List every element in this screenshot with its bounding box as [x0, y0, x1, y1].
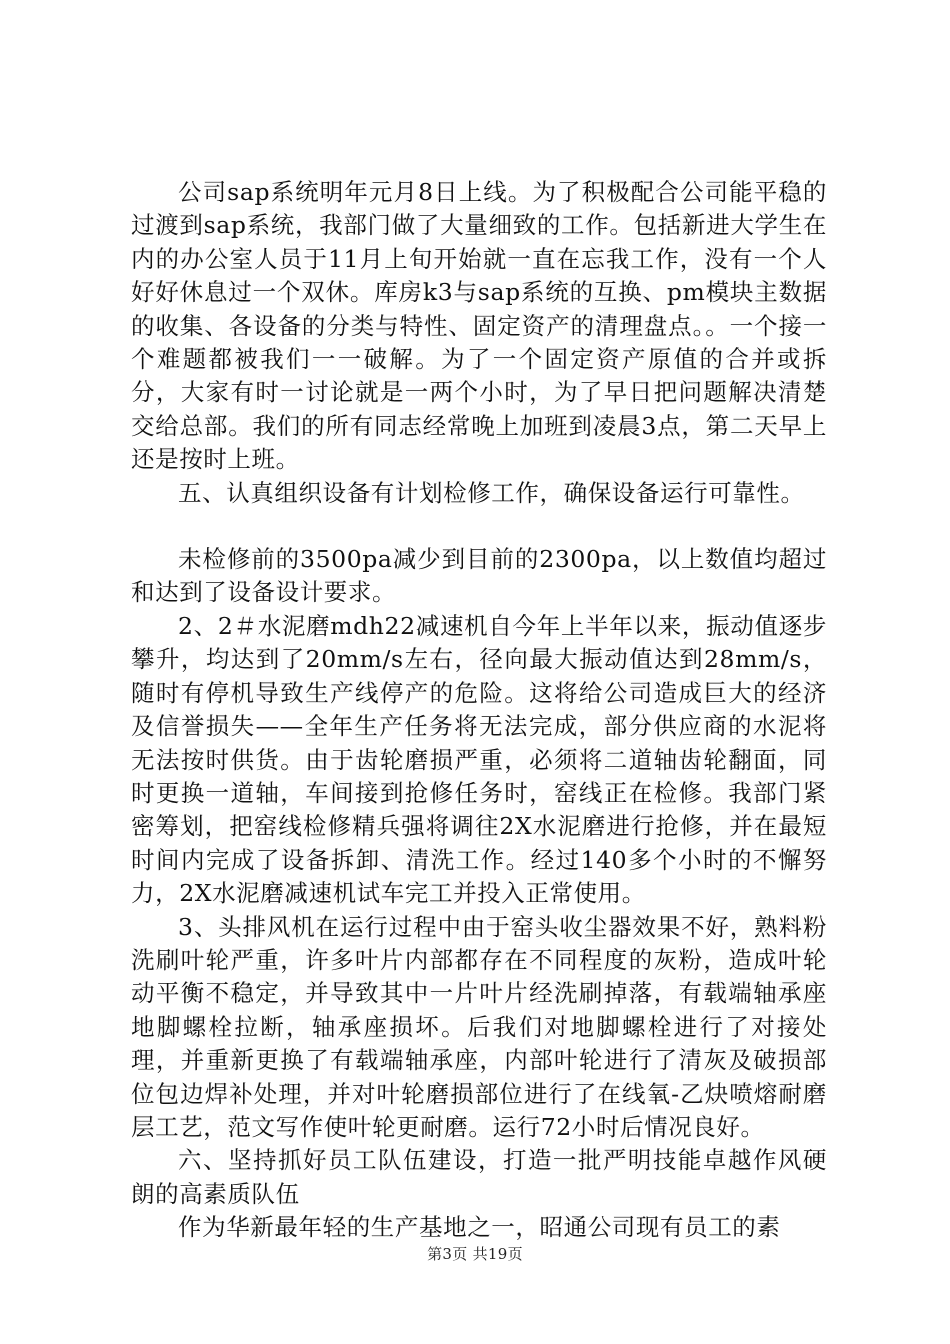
paragraph-sap-system: 公司sap系统明年元月8日上线。为了积极配合公司能平稳的过渡到sap系统，我部门做了大量细致的工作。包括新进大学生在内的办公室人员于11月上旬开始就一直在忘我工作，没有一个人好好休息过一个双休。库房k3与sap系统的互换、pm模块主数据的收集、各设备的分类与特性、固定资产的清理盘点。。一个接一个难题都被我们一一破解。为了一个固定资产原值的合并或拆分，大家有时一讨论就是一两个小时，为了早日把问题解决清楚交给总部。我们的所有同志经常晚上加班到凌晨3点，第二天早上还是按时上班。: [131, 178, 827, 474]
paragraph-staff-intro: 作为华新最年轻的生产基地之一，昭通公司现有员工的素: [178, 1213, 781, 1242]
section-heading-staff: 六、坚持抓好员工队伍建设，打造一批严明技能卓越作风硬朗的高素质队伍: [131, 1146, 827, 1208]
paragraph-exhaust-fan: 3、头排风机在运行过程中由于窑头收尘器效果不好，熟料粉洗刷叶轮严重，许多叶片内部都存在不同程度的灰粉，造成叶轮动平衡不稳定，并导致其中一片叶片经洗刷掉落，有载端轴承座地脚螺栓拉断，轴承座损坏。后我们对地脚螺栓进行了对接处理，并重新更换了有载端轴承座，内部叶轮进行了清灰及破损部位包边焊补处理，并对叶轮磨损部位进行了在线氧-乙炔喷熔耐磨层工艺，范文写作使叶轮更耐磨。运行72小时后情况良好。: [131, 912, 827, 1141]
document-body: [131, 176, 827, 1245]
page-footer: 第3页 共19页: [427, 1245, 523, 1263]
paragraph-cement-mill-reducer: 2、2＃水泥磨mdh22减速机自今年上半年以来，振动值逐步攀升，均达到了20mm/s左右，径向最大振动值达到28mm/s，随时有停机导致生产线停产的危险。这将给公司造成巨大的经济及信誉损失——全年生产任务将无法完成，部分供应商的水泥将无法按时供货。由于齿轮磨损严重，必须将二道轴齿轮翻面，同时更换一道轴，车间接到抢修任务时，窑线正在检修。我部门紧密筹划，把窑线检修精兵强将调往2X水泥磨进行抢修，并在最短时间内完成了设备拆卸、清洗工作。经过140多个小时的不懈努力，2X水泥磨减速机试车完工并投入正常使用。: [131, 611, 827, 908]
paragraph-pressure-values: 未检修前的3500pa减少到目前的2300pa，以上数值均超过和达到了设备设计要求。: [131, 545, 827, 607]
section-heading-maintenance: 五、认真组织设备有计划检修工作，确保设备运行可靠性。: [178, 478, 805, 507]
